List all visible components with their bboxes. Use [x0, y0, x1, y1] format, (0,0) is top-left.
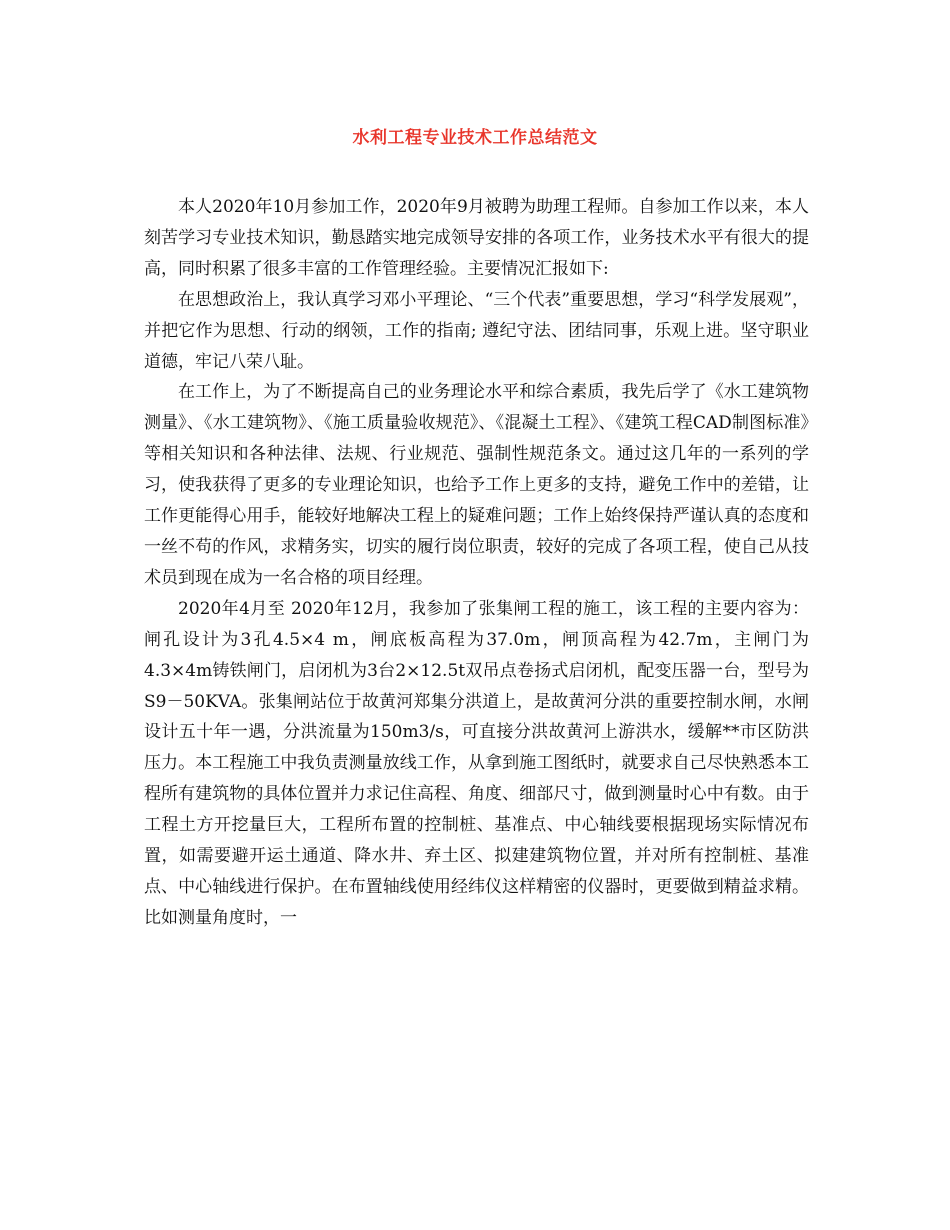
paragraph-political: 在思想政治上，我认真学习邓小平理论、“三个代表”重要思想，学习“科学发展观”，并把它作为思想、行动的纲领，工作的指南; 遵纪守法、团结同事，乐观上进。坚守职业道德，牢记八荣八耻。 [144, 289, 809, 372]
paragraph-project: 2020年4月至 2020年12月，我参加了张集闸工程的施工，该工程的主要内容为：闸孔设计为3孔4.5×4 m，闸底板高程为37.0m，闸顶高程为42.7m，主闸门为4.3×4m铸铁闸门，启闭机为3台2×12.5t双吊点卷扬式启闭机，配变压器一台，型号为S9－50KVA。张集闸站位于故黄河郑集分洪道上，是故黄河分洪的重要控制水闸，水闸设计五十年一遇，分洪流量为150m3/s，可直接分洪故黄河上游洪水，缓解**市区防洪压力。本工程施工中我负责测量放线工作，从拿到施工图纸时，就要求自己尽快熟悉本工程所有建筑物的具体位置并力求记住高程、角度、细部尺寸，做到测量时心中有数。由于工程土方开挖量巨大，工程所布置的控制桩、基准点、中心轴线要根据现场实际情况布置，如需要避开运土通道、降水井、弃土区、拟建建筑物位置，并对所有控制桩、基准点、中心轴线进行保护。在布置轴线使用经纬仪这样精密的仪器时，更要做到精益求精。比如测量角度时，一 [144, 598, 809, 928]
document-title: 水利工程专业技术工作总结范文 [352, 128, 598, 148]
document-body [144, 192, 809, 934]
paragraph-intro: 本人2020年10月参加工作，2020年9月被聘为助理工程师。自参加工作以来，本人刻苦学习专业技术知识，勤恳踏实地完成领导安排的各项工作，业务技术水平有很大的提高，同时积累了很多丰富的工作管理经验。主要情况汇报如下: [144, 197, 809, 279]
paragraph-study: 在工作上，为了不断提高自己的业务理论水平和综合素质，我先后学了《水工建筑物测量》、《水工建筑物》、《施工质量验收规范》、《混凝土工程》、《建筑工程CAD制图标准》等相关知识和各种法律、法规、行业规范、强制性规范条文。通过这几年的一系列的学习，使我获得了更多的专业理论知识，也给予工作上更多的支持，避免工作中的差错，让工作更能得心用手，能较好地解决工程上的疑难问题；工作上始终保持严谨认真的态度和一丝不苟的作风，求精务实，切实的履行岗位职责，较好的完成了各项工程，使自己从技术员到现在成为一名合格的项目经理。 [144, 382, 809, 588]
